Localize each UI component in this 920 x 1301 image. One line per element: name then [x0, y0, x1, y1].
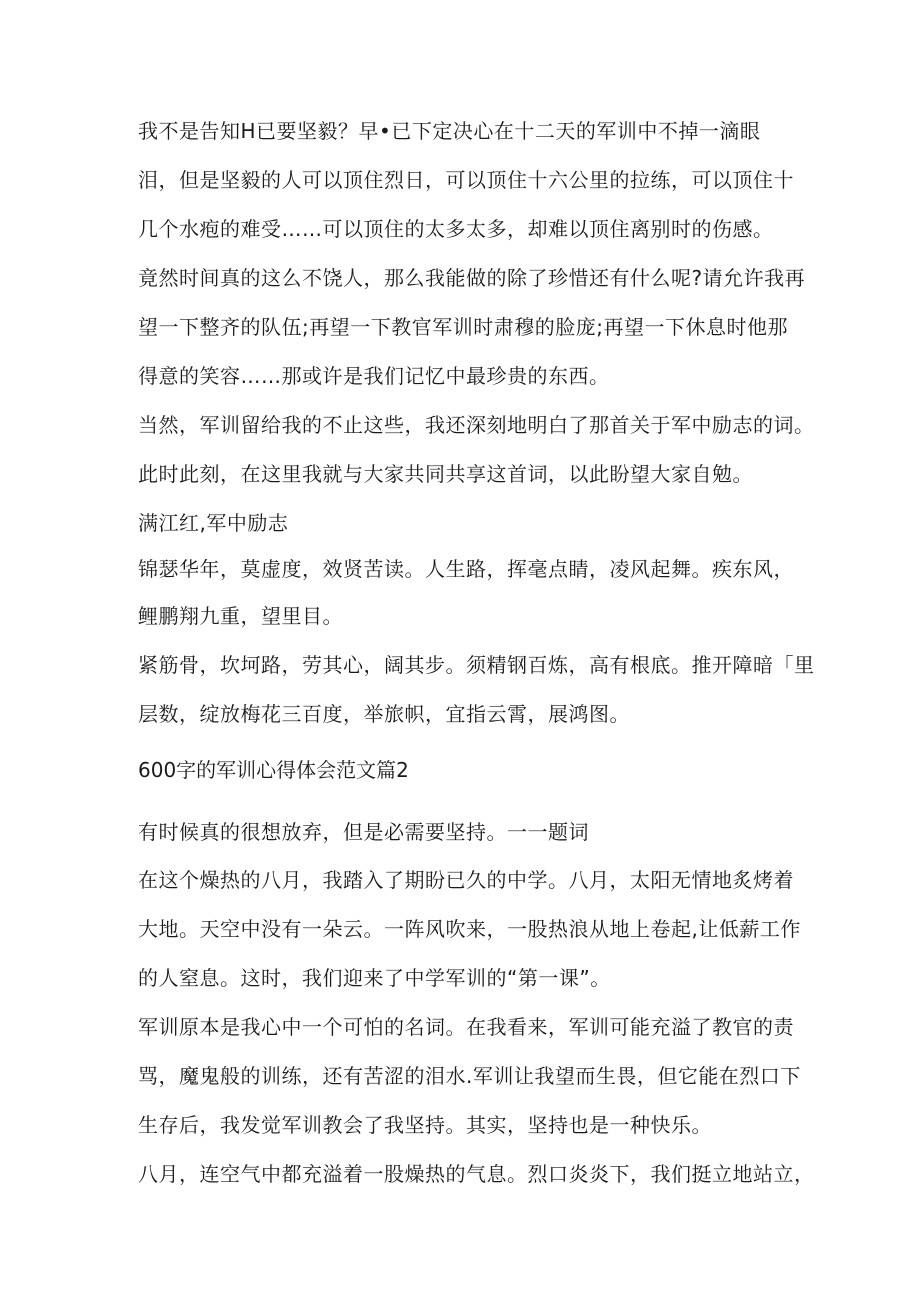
paragraph-line: 有时候真的很想放弃，但是必需要坚持。一一题词: [138, 820, 589, 844]
poem-line: 锦瑟华年，莫虚度，效贤苦读。人生路，挥毫点睛，凌风起舞。疾东风，: [138, 557, 794, 581]
poem-line: 紧筋骨，坎坷路，劳其心，阔其步。须精钢百炼，高有根底。推开障暗「里: [138, 653, 815, 677]
paragraph-line: 几个水疱的难受……可以顶住的太多太多，却难以顶住离别时的伤感。: [138, 217, 774, 241]
paragraph-line: 竟然时间真的这么不饶人，那么我能做的除了珍惜还有什么呢?请允许我再: [138, 266, 806, 290]
poem-line: 鲤鹏翔九重，望里目。: [138, 604, 343, 628]
poem-title: 满江红,军中励志: [138, 511, 289, 535]
paragraph-line: 望一下整齐的队伍;再望一下教官军训时肃穆的脸庞;再望一下休息时他那: [138, 315, 788, 339]
paragraph-line: 当然，军训留给我的不止这些，我还深刻地明白了那首关于军中励志的词。: [138, 413, 815, 437]
paragraph-line: 的人窒息。这时，我们迎来了中学军训的“第一课”。: [138, 966, 611, 990]
paragraph-line: 我不是告知H已要坚毅？早•已下定决心在十二天的军训中不掉一滴眼: [138, 119, 761, 143]
section-title: 600字的军训心得体会范文篇2: [138, 758, 409, 782]
paragraph-line: 八月，连空气中都充溢着一股燥热的气息。烈口炎炎下，我们挺立地站立，: [138, 1162, 815, 1186]
poem-line: 层数，绽放梅花三百度，举旅帜，宜指云霄，展鸿图。: [138, 702, 630, 726]
paragraph-line: 骂，魔鬼般的训练，还有苦涩的泪水.军训让我望而生畏，但它能在烈口下: [138, 1064, 801, 1088]
paragraph-line: 泪，但是坚毅的人可以顶住烈日，可以顶住十六公里的拉练，可以顶住十: [138, 168, 794, 192]
paragraph-line: 在这个燥热的八月，我踏入了期盼已久的中学。八月，太阳无情地炙烤着: [138, 868, 794, 892]
paragraph-line: 得意的笑容……那或许是我们记忆中最珍贵的东西。: [138, 364, 610, 388]
paragraph-line: 生存后，我发觉军训教会了我坚持。其实，坚持也是一种快乐。: [138, 1113, 712, 1137]
paragraph-line: 此时此刻，在这里我就与大家共同共享这首词，以此盼望大家自勉。: [138, 462, 753, 486]
paragraph-line: 大地。天空中没有一朵云。一阵风吹来，一股热浪从地上卷起,让低薪工作: [138, 917, 801, 941]
paragraph-line: 军训原本是我心中一个可怕的名词。在我看来，军训可能充溢了教官的责: [138, 1015, 794, 1039]
